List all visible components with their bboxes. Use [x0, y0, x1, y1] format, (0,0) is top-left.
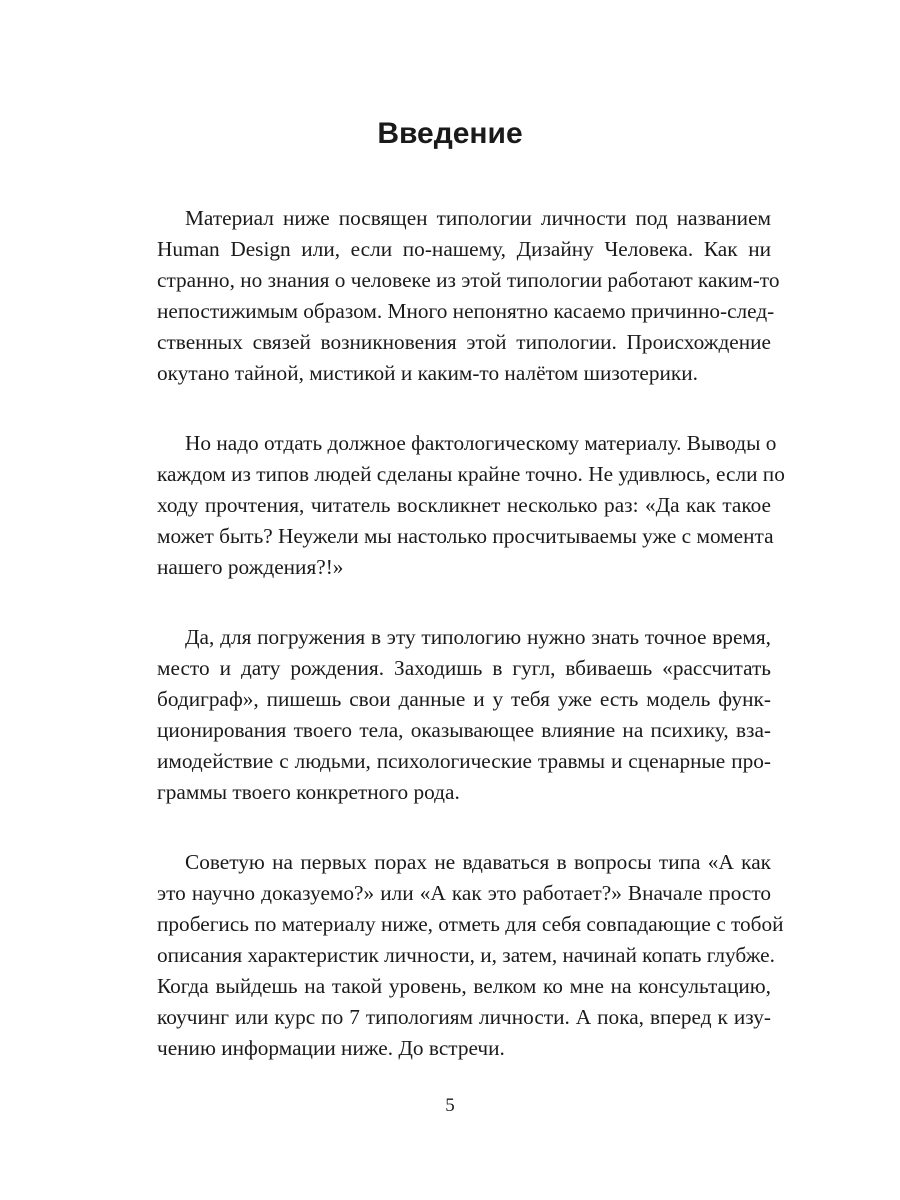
- text-line: бодиграф», пишешь свои данные и у тебя уже есть модель функ-: [157, 687, 771, 711]
- text-line: странно, но знания о человеке из этой типологии работают каким-то: [157, 268, 780, 292]
- text-line: Советую на первых порах не вдаваться в вопросы типа «А как: [185, 850, 771, 874]
- text-line: пробегись по материалу ниже, отметь для себя совпадающие с тобой: [157, 912, 784, 936]
- text-line: Да, для погружения в эту типологию нужно знать точное время,: [185, 625, 771, 649]
- paragraph-3: [129, 622, 771, 808]
- text-line: место и дату рождения. Заходишь в гугл, вбиваешь «рассчитать: [157, 656, 771, 680]
- paragraph-2: [129, 428, 785, 583]
- text-line: нашего рождения?!»: [157, 555, 344, 579]
- text-line: Но надо отдать должное фактологическому материалу. Выводы о: [185, 431, 777, 455]
- body-text: [129, 203, 785, 1103]
- text-line: ционирования твоего тела, оказывающее влияние на психику, вза-: [157, 718, 771, 742]
- text-line: Когда выйдешь на такой уровень, велком ко мне на консультацию,: [157, 974, 771, 998]
- text-line: граммы твоего конкретного рода.: [157, 780, 460, 804]
- page-title: Введение: [377, 117, 523, 150]
- text-line: это научно доказуемо?» или «А как это работает?» Вначале просто: [157, 881, 771, 905]
- text-line: коучинг или курс по 7 типологиям личности. А пока, вперед к изу-: [157, 1005, 771, 1029]
- paragraph-4: [129, 847, 784, 1064]
- text-line: чению информации ниже. До встречи.: [157, 1036, 505, 1060]
- text-line: ственных связей возникновения этой типологии. Происхождение: [157, 330, 771, 354]
- text-line: Human Design или, если по-нашему, Дизайну Человека. Как ни: [157, 237, 771, 261]
- text-line: непостижимым образом. Много непонятно касаемо причинно-след-: [157, 299, 775, 323]
- text-line: окутано тайной, мистикой и каким-то налётом шизотерики.: [157, 361, 698, 385]
- text-line: описания характеристик личности, и, затем, начинай копать глубже.: [157, 943, 775, 967]
- text-line: Материал ниже посвящен типологии личности под названием: [185, 206, 771, 230]
- paragraph-1: [129, 203, 780, 389]
- text-line: каждом из типов людей сделаны крайне точно. Не удивлюсь, если по: [157, 462, 785, 486]
- text-line: может быть? Неужели мы настолько просчитываемы уже с момента: [157, 524, 774, 548]
- text-line: ходу прочтения, читатель воскликнет несколько раз: «Да как такое: [157, 493, 771, 517]
- text-line: имодействие с людьми, психологические травмы и сценарные про-: [157, 749, 771, 773]
- page-number: 5: [445, 1095, 455, 1116]
